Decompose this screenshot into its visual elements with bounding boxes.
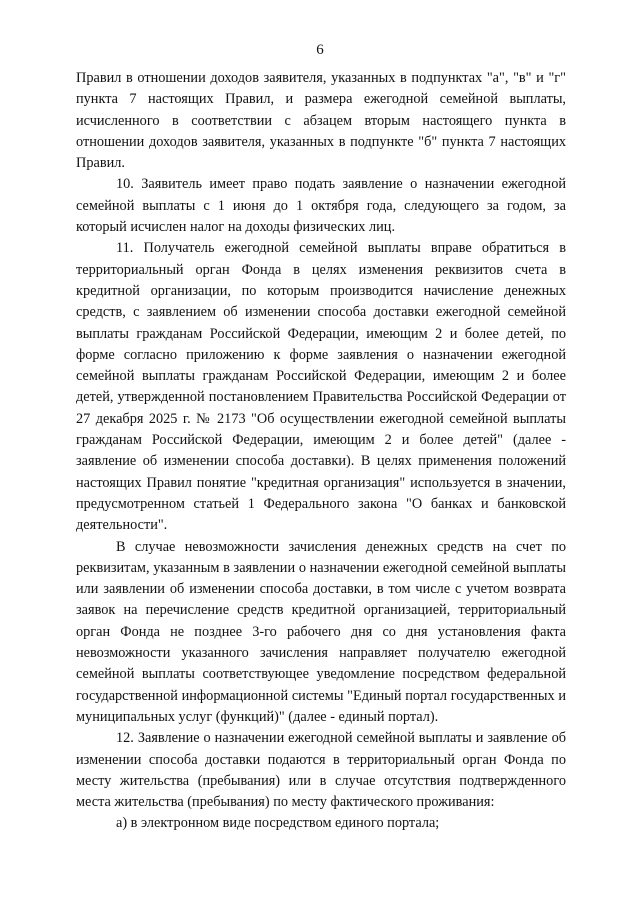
paragraph-item-12-a: а) в электронном виде посредством единого портала; [116, 815, 440, 832]
paragraph-item-12: 12. Заявление о назначении ежегодной семейной выплаты и заявление об изменении способа доставки подаются в территориальный орган Фонда по месту жительства (пребывания) или в случае отсутствия подтвержденного места жительства (пребывания) по месту фактического проживания: [76, 730, 566, 811]
paragraph-item-10: 10. Заявитель имеет право подать заявление о назначении ежегодной семейной выплаты с 1 июня до 1 октября года, следующего за годом, за который исчислен налог на доходы физических лиц. [76, 176, 566, 236]
page-number: 6 [316, 42, 324, 58]
paragraph-item-11-part-2: В случае невозможности зачисления денежных средств на счет по реквизитам, указанным в заявлении о назначении ежегодной семейной выплаты или заявлении об изменении способа доставки, в том числе с учетом возврата заявок на перечисление средств кредитной организацией, территориальный орган Фонда не позднее 3-го рабочего дня со дня установления факта невозможности указанного зачисления направляет получателю ежегодной семейной выплаты соответствующее уведомление посредством федеральной государственной информационной системы "Единый портал государственных и муниципальных услуг (функций)" (далее - единый портал). [76, 538, 566, 725]
paragraph-continuation: Правил в отношении доходов заявителя, указанных в подпунктах "а", "в" и "г" пункта 7 настоящих Правил, и размера ежегодной семейной выплаты, исчисленного в соответствии с абзацем вторым настоящего пункта в отношении доходов заявителя, указанных в подпункте "б" пункта 7 настоящих Правил. [76, 70, 566, 172]
paragraph-item-11: 11. Получатель ежегодной семейной выплаты вправе обратиться в территориальный орган Фонда в целях изменения реквизитов счета в кредитной организации, по которым производится начисление денежных средств, с заявлением об изменении способа доставки ежегодной семейной выплаты гражданам Российской Федерации, имеющим 2 и более детей, по форме согласно приложению к форме заявления о назначении ежегодной семейной выплаты гражданам Российской Федерации, имеющим 2 и более детей, утвержденной постановлением Правительства Российской Федерации от 27 декабря 2025 г. № 2173 "Об осуществлении ежегодной семейной выплаты гражданам Российской Федерации, имеющим 2 и более детей" (далее - заявление об изменении способа доставки). В целях применения положений настоящих Правил понятие "кредитная организация" используется в значении, предусмотренном статьей 1 Федерального закона "О банках и банковской деятельности". [76, 240, 566, 534]
document-body [76, 68, 566, 835]
